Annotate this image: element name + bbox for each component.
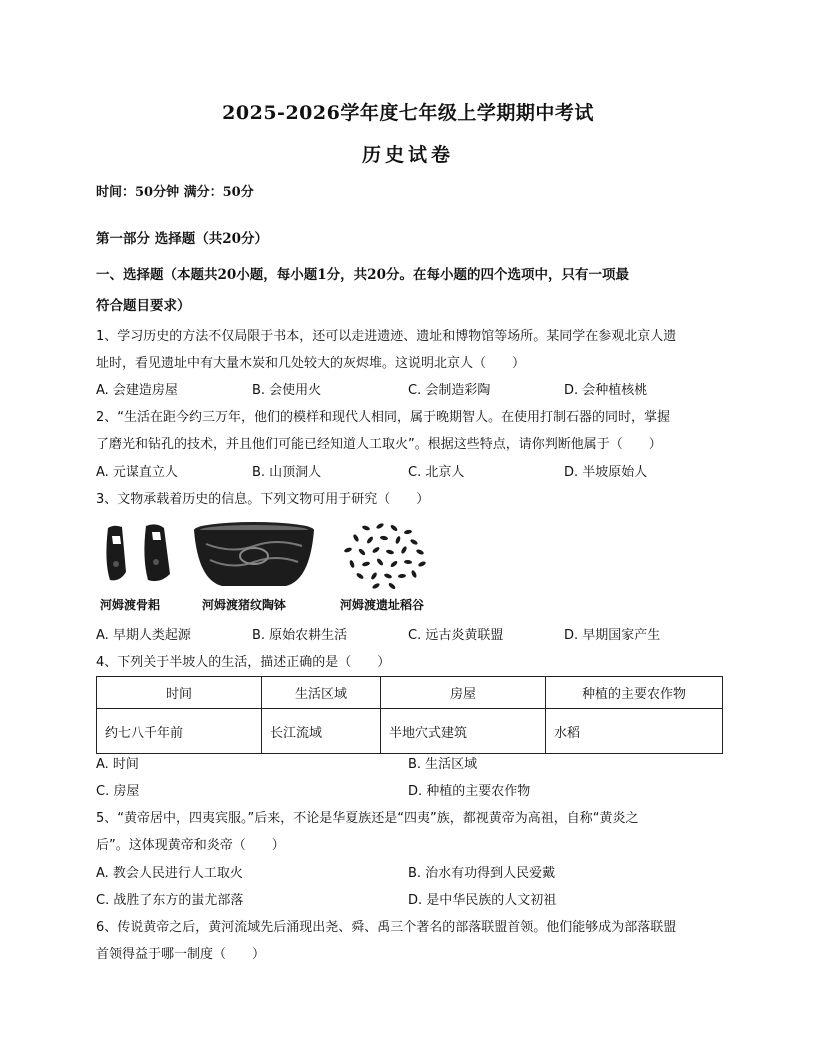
- exam-subject: 历史试卷: [361, 144, 454, 166]
- q2-option-a: A. 元谋直立人: [96, 465, 178, 480]
- q5-option-c: C. 战胜了东方的蚩尤部落: [96, 893, 244, 908]
- table-cell: 水稻: [546, 709, 723, 754]
- bone-spade-image: [100, 522, 180, 586]
- q1-line1: 1、学习历史的方法不仅局限于书本，还可以走进遗迹、遗址和博物馆等场所。某同学在参观北京人遗: [96, 329, 677, 344]
- q3-line1: 3、文物承载着历史的信息。下列文物可用于研究（ ）: [96, 492, 430, 507]
- q6-line2: 首领得益于哪一制度（ ）: [96, 947, 266, 962]
- table-row: [97, 709, 723, 754]
- section-instructions-line1: 一、选择题（本题共20小题，每小题1分，共20分。在每小题的四个选项中，只有一项最: [96, 267, 629, 283]
- rice-grains-image: [336, 518, 436, 592]
- q2-option-d: D. 半坡原始人: [564, 465, 648, 480]
- q6-line1: 6、传说黄帝之后，黄河流域先后涌现出尧、舜、禹三个著名的部落联盟首领。他们能够成为部落联盟: [96, 920, 677, 935]
- q4-line1: 4、下列关于半坡人的生活，描述正确的是（ ）: [96, 655, 391, 670]
- table-cell: 长江流域: [262, 709, 381, 754]
- table-header-row: [97, 677, 723, 709]
- exam-title: 2025-2026学年度七年级上学期期中考试: [222, 102, 594, 124]
- q4-option-d: D. 种植的主要农作物: [408, 784, 531, 799]
- section-instructions-line2: 符合题目要求）: [96, 298, 191, 314]
- table-cell: 半地穴式建筑: [381, 709, 546, 754]
- q1-option-a: A. 会建造房屋: [96, 383, 178, 398]
- q2-option-c: C. 北京人: [408, 465, 465, 480]
- table-header: 房屋: [381, 677, 546, 709]
- q4-option-b: B. 生活区域: [408, 757, 478, 772]
- q5-line2: 后”。这体现黄帝和炎帝（ ）: [96, 838, 285, 853]
- q3-option-a: A. 早期人类起源: [96, 628, 191, 643]
- q2-option-b: B. 山顶洞人: [252, 465, 322, 480]
- artifact-figures: [96, 516, 476, 616]
- q5-option-d: D. 是中华民族的人文初祖: [408, 893, 557, 908]
- q5-line1: 5、“黄帝居中，四夷宾服。”后来，不论是华夏族还是“四夷”族，都视黄帝为高祖，自称“黄炎之: [96, 811, 639, 826]
- table-header: 生活区域: [262, 677, 381, 709]
- q2-line2: 了磨光和钻孔的技术，并且他们可能已经知道人工取火”。根据这些特点，请你判断他属于（ ）: [96, 437, 662, 452]
- q2-line1: 2、“生活在距今约三万年，他们的模样和现代人相同，属于晚期智人。在使用打制石器的同时，掌握: [96, 410, 671, 425]
- q1-option-c: C. 会制造彩陶: [408, 383, 491, 398]
- caption-bone-spade: 河姆渡骨耜: [100, 598, 161, 612]
- q3-option-d: D. 早期国家产生: [564, 628, 661, 643]
- caption-pottery-bowl: 河姆渡猪纹陶钵: [202, 598, 287, 612]
- q4-option-a: A. 时间: [96, 757, 139, 772]
- pottery-bowl-image: [192, 520, 316, 590]
- q5-option-a: A. 教会人民进行人工取火: [96, 866, 243, 881]
- q4-table: [96, 676, 723, 754]
- table-header: 种植的主要农作物: [546, 677, 723, 709]
- table-cell: 约七八千年前: [97, 709, 262, 754]
- q1-option-d: D. 会种植核桃: [564, 383, 648, 398]
- q1-line2: 址时，看见遗址中有大量木炭和几处较大的灰烬堆。这说明北京人（ ）: [96, 356, 526, 371]
- table-header: 时间: [97, 677, 262, 709]
- part-title: 第一部分 选择题（共20分）: [96, 231, 268, 247]
- q5-option-b: B. 治水有功得到人民爱戴: [408, 866, 556, 881]
- caption-rice-grains: 河姆渡遗址稻谷: [340, 598, 425, 612]
- q1-option-b: B. 会使用火: [252, 383, 322, 398]
- q3-option-b: B. 原始农耕生活: [252, 628, 348, 643]
- q3-option-c: C. 远古炎黄联盟: [408, 628, 504, 643]
- q4-option-c: C. 房屋: [96, 784, 140, 799]
- exam-meta: 时间：50分钟 满分：50分: [96, 185, 254, 200]
